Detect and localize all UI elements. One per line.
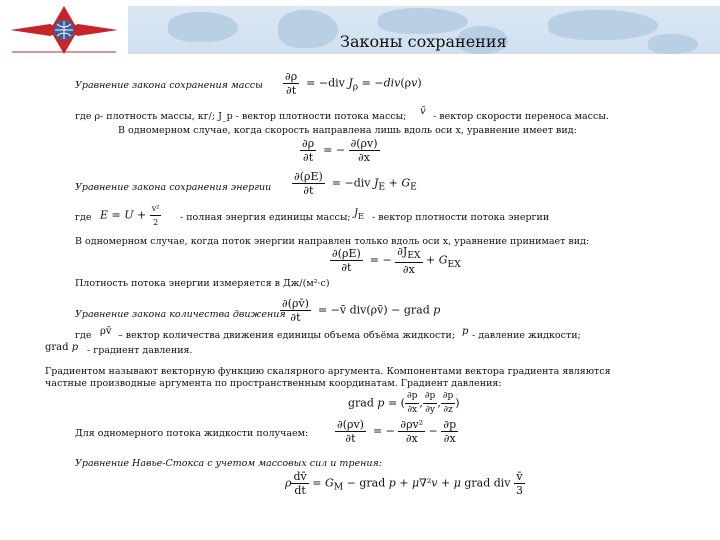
mass-1d-equation: $\frac{\partial\rho}{\partial t}$ = − $\frac{\partial(\rho v)}{\partial x}$	[302, 137, 378, 164]
slide-title: Законы сохранения	[340, 32, 507, 51]
mass-where-velocity: - вектор скорости переноса массы.	[433, 111, 609, 122]
institute-logo-icon	[8, 4, 120, 56]
momentum-symbol: ρv̄	[100, 326, 112, 337]
slide-header	[0, 0, 720, 60]
velocity-symbol: v̄	[420, 106, 426, 117]
gradient-equation: grad p = ( $\frac{\partial p}{\partial x}$ , $\frac{\partial p}{\partial y}$ , $\frac{\partial p}{\partial z}$ )	[348, 391, 460, 415]
momentum-where-prefix: где	[75, 330, 92, 341]
mass-1d-text: В одномерном случае, когда скорость направлена лишь вдоль оси x, уравнение имеет вид:	[118, 125, 577, 136]
energy-flux-unit: Плотность потока энергии измеряется в Дж/(м²·с)	[75, 278, 330, 289]
gradient-def-line-2: частные производные аргумента по пространственным координатам. Градиент давления:	[45, 378, 502, 389]
grad-symbol: grad p	[45, 342, 79, 353]
momentum-where-mid: – вектор количества движения единицы объема объёма жидкости;	[118, 330, 456, 341]
energy-law-heading: Уравнение закона сохранения энергии	[75, 182, 272, 193]
energy-total-formula: E = U + $\frac{\text{v²}}{2}$	[100, 204, 160, 227]
navier-stokes-heading: Уравнение Навье-Стокса с учетом массовых сил и трения:	[75, 458, 382, 469]
mass-law-heading: Уравнение закона сохранения массы	[75, 80, 263, 91]
grad-description: - градиент давления.	[87, 345, 193, 356]
gradient-def-line-1: Градиентом называют векторную функцию скалярного аргумента. Компонентами вектора градиента являются	[45, 366, 611, 377]
energy-where-end: - вектор плотности потока энергии	[372, 212, 550, 223]
navier-stokes-equation: ρ $\frac{dv̄}{dt}$ = $G_M$ − grad p + μ∇²v + μ grad div $\frac{v̄}{3}$	[285, 470, 524, 497]
mass-where-text: где ρ- плотность массы, кг/; J_p - вектор плотности потока массы;	[75, 111, 407, 122]
mass-equation: $\frac{\partial\rho}{\partial t}$ = −div $J_\rho = -div(\rho v)$	[285, 70, 422, 97]
pressure-symbol: p	[462, 326, 469, 337]
momentum-where-end: - давление жидкости;	[472, 330, 581, 341]
energy-flux-symbol: $J_E$	[354, 208, 365, 221]
energy-where-prefix: где	[75, 212, 92, 223]
momentum-equation: $\frac{\partial(\rho v̄)}{\partial t}$ = −v̄ div(ρv̄) − grad p	[282, 297, 441, 324]
one-dim-flow-text: Для одномерного потока жидкости получаем:	[75, 428, 309, 439]
energy-equation: $\frac{\partial(\rho E)}{\partial t}$ = −div $J_E + G_E$	[294, 170, 417, 197]
energy-1d-text: В одномерном случае, когда поток энергии направлен только вдоль оси x, уравнение принимает вид:	[75, 236, 590, 247]
momentum-law-heading: Уравнение закона количества движения	[75, 309, 286, 320]
energy-where-mid: - полная энергия единицы массы;	[180, 212, 351, 223]
one-dim-flow-equation: $\frac{\partial(\rho v)}{\partial t}$ = − $\frac{\text{∂ρv²}}{\partial x}$ − $\frac{\partial p}{\partial x}$	[337, 418, 457, 445]
energy-1d-equation: $\frac{\partial(\rho E)}{\partial t}$ = − $\frac{\partial J_{EX}}{\partial x}$ + $G_{EX}$	[332, 245, 461, 277]
